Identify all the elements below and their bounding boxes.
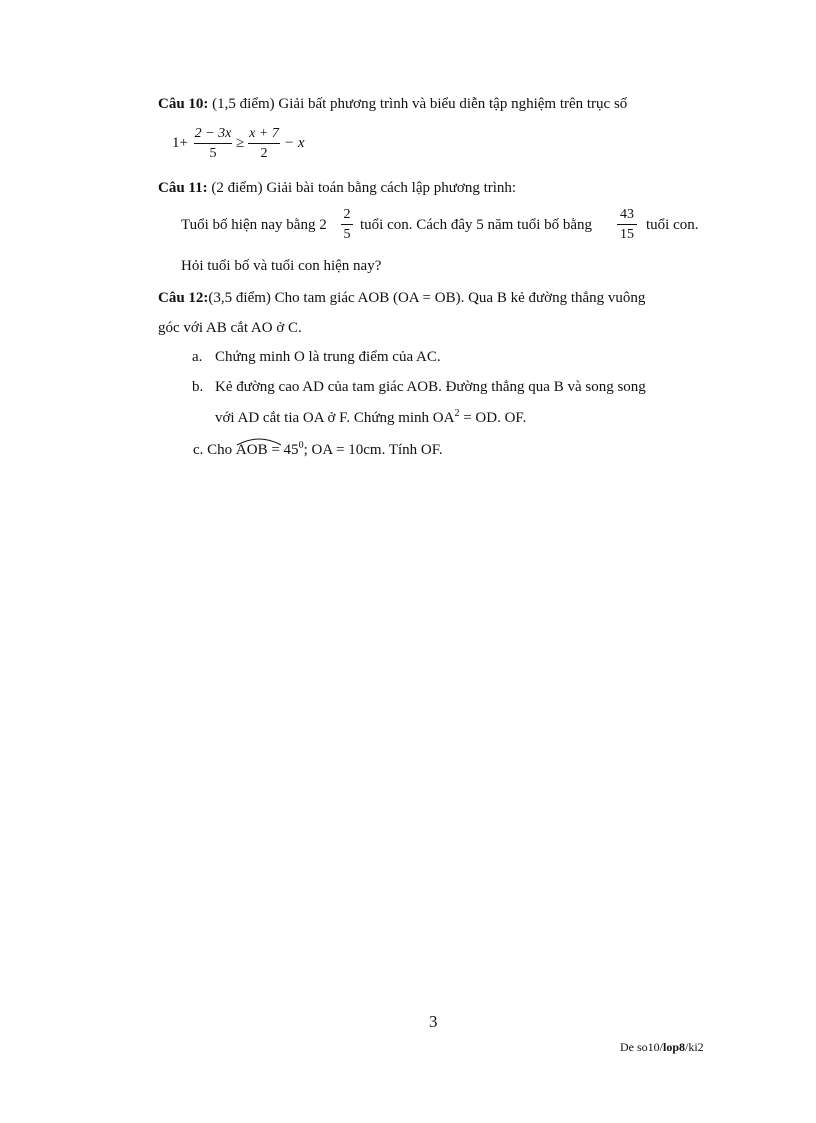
- q12-item-b-text-line2: [215, 410, 526, 427]
- q12-c-angle: [236, 442, 268, 459]
- q12-item-c: [193, 442, 443, 459]
- q11-mixed-fraction: [341, 206, 353, 243]
- question-12-text: (3,5 điểm) Cho tam giác AOB (OA = OB). Qua B kẻ đường thẳng vuông: [208, 290, 646, 306]
- q11-fraction: [617, 206, 637, 243]
- q10-fraction-1: [194, 125, 232, 162]
- page-number: 3: [429, 1012, 438, 1031]
- question-10-label: Câu 10:: [158, 96, 209, 112]
- document-code-c: /ki2: [685, 1040, 704, 1054]
- question-12-heading: [158, 290, 645, 307]
- q11-line1-a: Tuổi bố hiện nay bằng 2: [181, 217, 327, 233]
- question-11-label: Câu 11:: [158, 180, 208, 196]
- q11-fraction-numerator: 43: [620, 207, 634, 222]
- q12-c-angle-text: AOB: [235, 442, 268, 458]
- q10-fraction-2-denominator: 2: [260, 146, 268, 161]
- question-12-text-line2: góc với AB cắt AO ở C.: [158, 320, 302, 336]
- q10-fraction-1-denominator: 5: [209, 146, 217, 161]
- q11-line1-c: tuổi con.: [646, 217, 699, 233]
- q10-one-plus: 1+: [172, 135, 188, 151]
- document-code-a: De so10/: [620, 1040, 663, 1054]
- q10-tail: − x: [284, 135, 305, 151]
- q10-geq-sign: ≥: [236, 135, 245, 151]
- q12-b-superscript: 2: [454, 408, 460, 419]
- q11-mixed-numerator: 2: [343, 207, 351, 222]
- q11-fraction-denominator: 15: [620, 227, 634, 242]
- fraction-bar: [194, 143, 232, 144]
- q12-item-a-marker: a.: [192, 349, 203, 365]
- q12-c-mid: = 45: [267, 442, 299, 458]
- document-code-b: lop8: [663, 1040, 686, 1054]
- q10-fraction-2-numerator: x + 7: [249, 126, 279, 141]
- q12-c-post: ; OA = 10cm. Tính OF.: [303, 442, 443, 458]
- document-code: [620, 1040, 704, 1055]
- question-12-label: Câu 12:: [158, 290, 209, 306]
- q12-item-b-text: Kẻ đường cao AD của tam giác AOB. Đường thẳng qua B và song song: [215, 379, 646, 395]
- question-10-text: (1,5 điểm) Giải bất phương trình và biểu diễn tập nghiệm trên trục số: [208, 96, 628, 112]
- q12-item-b-marker: b.: [192, 379, 204, 395]
- q12-b-text2-post: = OD. OF.: [459, 410, 527, 426]
- q11-mixed-denominator: 5: [343, 227, 351, 242]
- question-11-heading: [158, 180, 516, 197]
- q12-b-text2-pre: với AD cắt tia OA ở F. Chứng minh OA: [215, 410, 455, 426]
- q11-line2: Hỏi tuổi bố và tuổi con hiện nay?: [181, 258, 382, 274]
- q11-line1-b: tuổi con. Cách đây 5 năm tuổi bố bằng: [360, 217, 593, 233]
- q12-c-pre: c. Cho: [193, 442, 236, 458]
- q12-item-a-text: Chứng minh O là trung điểm của AC.: [215, 349, 441, 365]
- q10-fraction-2: [248, 125, 280, 162]
- fraction-bar: [617, 224, 637, 225]
- question-10-heading: [158, 96, 627, 113]
- fraction-bar: [248, 143, 280, 144]
- fraction-bar: [341, 224, 353, 225]
- q10-fraction-1-numerator: 2 − 3x: [194, 126, 232, 141]
- angle-arc-icon: [236, 436, 282, 446]
- question-11-text: (2 điểm) Giải bài toán bằng cách lập phương trình:: [207, 180, 517, 196]
- q12-c-superscript: 0: [298, 440, 304, 451]
